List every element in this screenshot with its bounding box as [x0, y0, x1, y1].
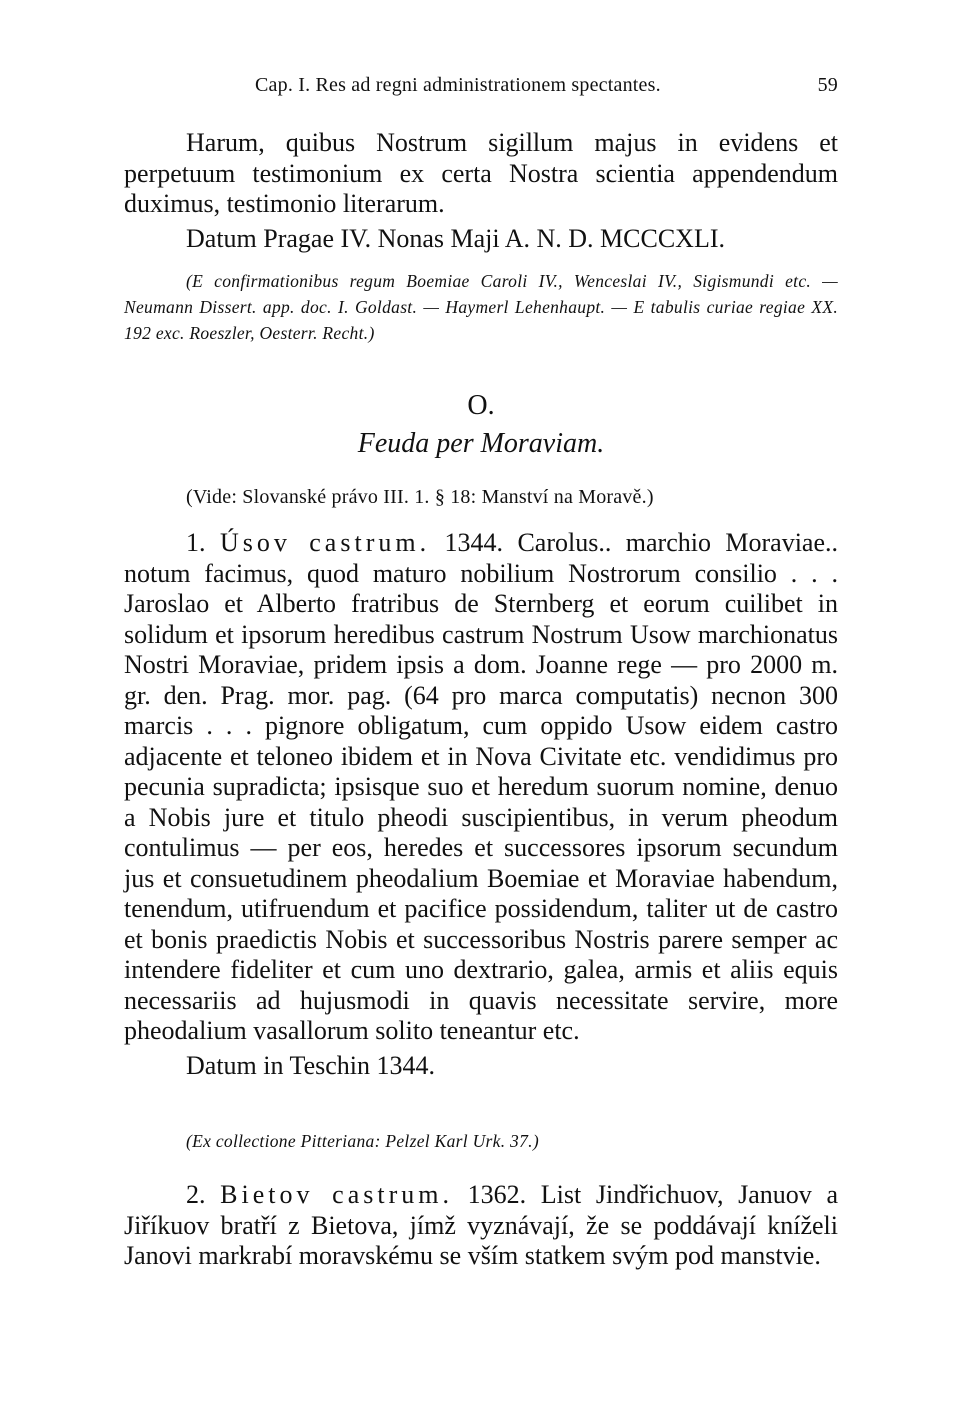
entry-2-place: Bietov castrum. [220, 1180, 453, 1209]
source-citation [124, 268, 838, 346]
entry-1-datum: Datum in Teschin 1344. [186, 1050, 436, 1080]
charter-closing [124, 128, 838, 254]
entry-2-body [124, 1180, 838, 1272]
running-header [255, 74, 838, 97]
datum-line: Datum Pragae IV. Nonas Maji A. N. D. MCCCXLI. [186, 223, 725, 253]
entry-1 [124, 528, 838, 1081]
entry-1-body [124, 528, 838, 1047]
entry-2-number: 2. [186, 1180, 206, 1209]
entry-1-text: 1344. Carolus.. marchio Moraviae.. notum facimus, quod maturo nobilium Nostrorum consilio . . . Jaroslao et Alberto fratribus de Sternberg et eorum cuilibet in solidum et ipsorum heredibus castrum Nostrum Usow marchionatus Nostri Moraviae, pridem ipsis a dom. Joanne rege — pro 2000 m. gr. den. Prag. mor. pag. (64 pro marca computatis) necnon 300 marcis . . . pignore obligatum, cum oppido Usow eidem castro adjacente et teloneo ibidem et in Nova Civitate etc. vendidimus pro pecunia supradicta; ipsisque suo et heredum suorum nomine, denuo a Nobis jure et titulo pheodi suscipientibus, in verum pheodum contulimus — per eos, heredes et successores ipsorum secundum jus et consuetudinem pheodalium Boemiae et Moraviae habendum, tenendum, utifruendum et pacifice possidendum, taliter ut de castro et bonis praedictis Nobis et successoribus Nostris parere semper ac intendere fideliter et cum uno dextrario, galea, armis et aliis equis necessariis ad hujusmodi in quavis necessitate servire, more pheodalium vasallorum solito teneantur etc. [124, 528, 839, 1045]
closing-paragraph: Harum, quibus Nostrum sigillum majus in evidens et perpetuum testimonium ex certa Nostra scientia appendendum duximus, testimonio literarum. [124, 128, 838, 218]
section-letter: O. [467, 390, 495, 421]
entry-1-source: (Ex collectione Pitteriana: Pelzel Karl Urk. 37.) [186, 1131, 539, 1151]
entry-1-number: 1. [186, 528, 206, 557]
vide-reference [124, 486, 838, 509]
vide-note: (Vide: Slovanské právo III. 1. § 18: Manství na Moravě.) [186, 486, 654, 508]
section-title: Feuda per Moraviam. [357, 428, 605, 459]
source-note: (E confirmationibus regum Boemiae Caroli IV., Wenceslai IV., Sigismundi etc. — Neumann Dissert. app. doc. I. Goldast. — Haymerl Lehenhaupt. — E tabulis curiae regiae XX. 192 exc. Roeszler, Oesterr. Recht.) [124, 271, 838, 343]
entry-1-place: Úsov castrum. [219, 528, 431, 557]
entry-1-citation [124, 1128, 838, 1154]
section-heading [124, 390, 838, 460]
entry-2-text: 1362. List Jindřichuov, Januov a Jiříkuov bratří z Bietova, jímž vyznávají, že se poddávají kníželi Janovi markrabí moravskému se vším statkem svým pod manstvie. [124, 1180, 839, 1270]
running-title: Cap. I. Res ad regni administrationem spectantes. [255, 74, 661, 96]
entry-2 [124, 1180, 838, 1272]
page-number: 59 [817, 74, 838, 96]
